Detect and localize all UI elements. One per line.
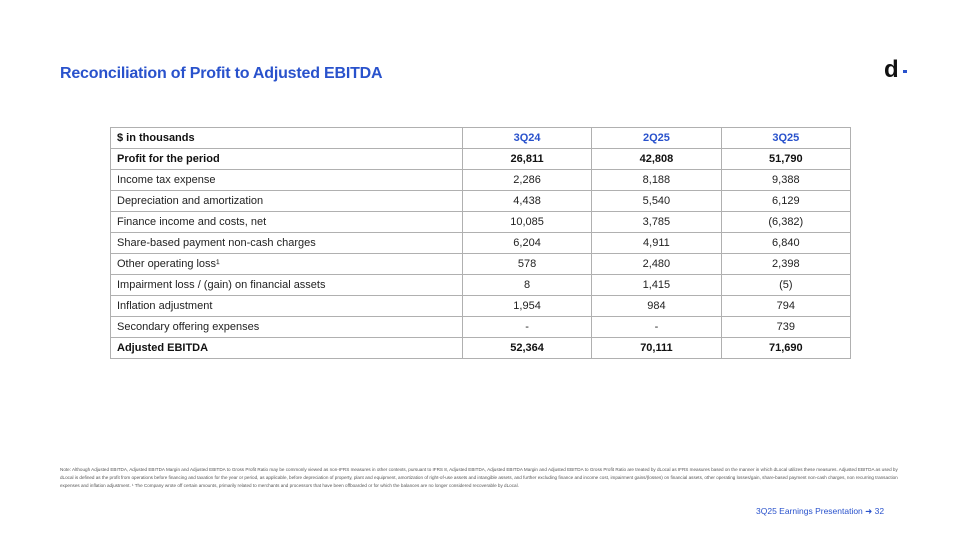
table-body — [111, 149, 851, 359]
table-row — [111, 233, 851, 254]
row-value: 1,415 — [592, 275, 721, 296]
row-value: 3,785 — [592, 212, 721, 233]
row-value: 8,188 — [592, 170, 721, 191]
row-value: 10,085 — [462, 212, 591, 233]
table-row — [111, 254, 851, 275]
row-value: 1,954 — [462, 296, 591, 317]
row-label: Inflation adjustment — [111, 296, 463, 317]
row-label: Finance income and costs, net — [111, 212, 463, 233]
row-value: (5) — [721, 275, 850, 296]
row-value: 5,540 — [592, 191, 721, 212]
table-header-row — [111, 128, 851, 149]
row-label: Depreciation and amortization — [111, 191, 463, 212]
header-label: $ in thousands — [111, 128, 463, 149]
row-value: 52,364 — [462, 338, 591, 359]
row-value: 739 — [721, 317, 850, 338]
table-row — [111, 296, 851, 317]
row-value: 578 — [462, 254, 591, 275]
row-label: Income tax expense — [111, 170, 463, 191]
row-value: 51,790 — [721, 149, 850, 170]
table-row — [111, 275, 851, 296]
logo-letter: d — [884, 56, 899, 83]
company-logo — [884, 56, 899, 84]
row-value: 8 — [462, 275, 591, 296]
header-col-2q25: 2Q25 — [592, 128, 721, 149]
row-value: (6,382) — [721, 212, 850, 233]
row-value: 6,129 — [721, 191, 850, 212]
row-value: 42,808 — [592, 149, 721, 170]
row-value: 984 — [592, 296, 721, 317]
table-row — [111, 170, 851, 191]
footnote: Note: Although Adjusted EBITDA, Adjusted EBITDA Margin and Adjusted EBITDA to Gross Profit Ratio may be commonly viewed as non-IFRS measures in other contexts, pursuant to IFRS 8, Adjusted EBITDA, Adjusted EBITDA Margin and Adjusted EBITDA to Gross Profit Ratio are treated by dLocal as IFRS measures based on the manner in which dLocal utilizes these measures. Adjusted EBITDA as used by dLocal is defined as the profit from operations before financing and taxation for the year or period, as applicable, before depreciation of property, plant and equipment, amortization of right-of-use assets and intangible assets, and further excluding finance and income cost, impairment gains/(losses) on financial assets, other operating losses/gain, share-based payment non-cash charges, non recurring transaction expenses and inflation adjustment. ¹ The Company wrote off certain amounts, primarily related to merchants and processors that have been offboarded or for which the balances are no longer considered recoverable by dLocal. — [60, 467, 898, 488]
row-value: 70,111 — [592, 338, 721, 359]
table-row — [111, 149, 851, 170]
header-col-3q25: 3Q25 — [721, 128, 850, 149]
row-value: 4,438 — [462, 191, 591, 212]
row-value: 2,480 — [592, 254, 721, 275]
footer-page-label: 3Q25 Earnings Presentation ➜ 32 — [756, 506, 885, 516]
row-value: 9,388 — [721, 170, 850, 191]
row-value: 6,204 — [462, 233, 591, 254]
row-value: 26,811 — [462, 149, 591, 170]
row-value: 794 — [721, 296, 850, 317]
logo-dot — [903, 70, 907, 73]
row-value: 6,840 — [721, 233, 850, 254]
row-value: - — [462, 317, 591, 338]
header-col-3q24: 3Q24 — [462, 128, 591, 149]
row-value: 2,286 — [462, 170, 591, 191]
table-row — [111, 191, 851, 212]
row-label: Profit for the period — [111, 149, 463, 170]
table-row — [111, 317, 851, 338]
row-value: - — [592, 317, 721, 338]
row-label: Secondary offering expenses — [111, 317, 463, 338]
row-value: 2,398 — [721, 254, 850, 275]
row-label: Share-based payment non-cash charges — [111, 233, 463, 254]
reconciliation-table — [110, 127, 851, 359]
row-label: Adjusted EBITDA — [111, 338, 463, 359]
page-title: Reconciliation of Profit to Adjusted EBITDA — [60, 65, 383, 82]
table-row — [111, 338, 851, 359]
row-value: 4,911 — [592, 233, 721, 254]
row-value: 71,690 — [721, 338, 850, 359]
row-label: Impairment loss / (gain) on financial assets — [111, 275, 463, 296]
table-row — [111, 212, 851, 233]
row-label: Other operating loss¹ — [111, 254, 463, 275]
